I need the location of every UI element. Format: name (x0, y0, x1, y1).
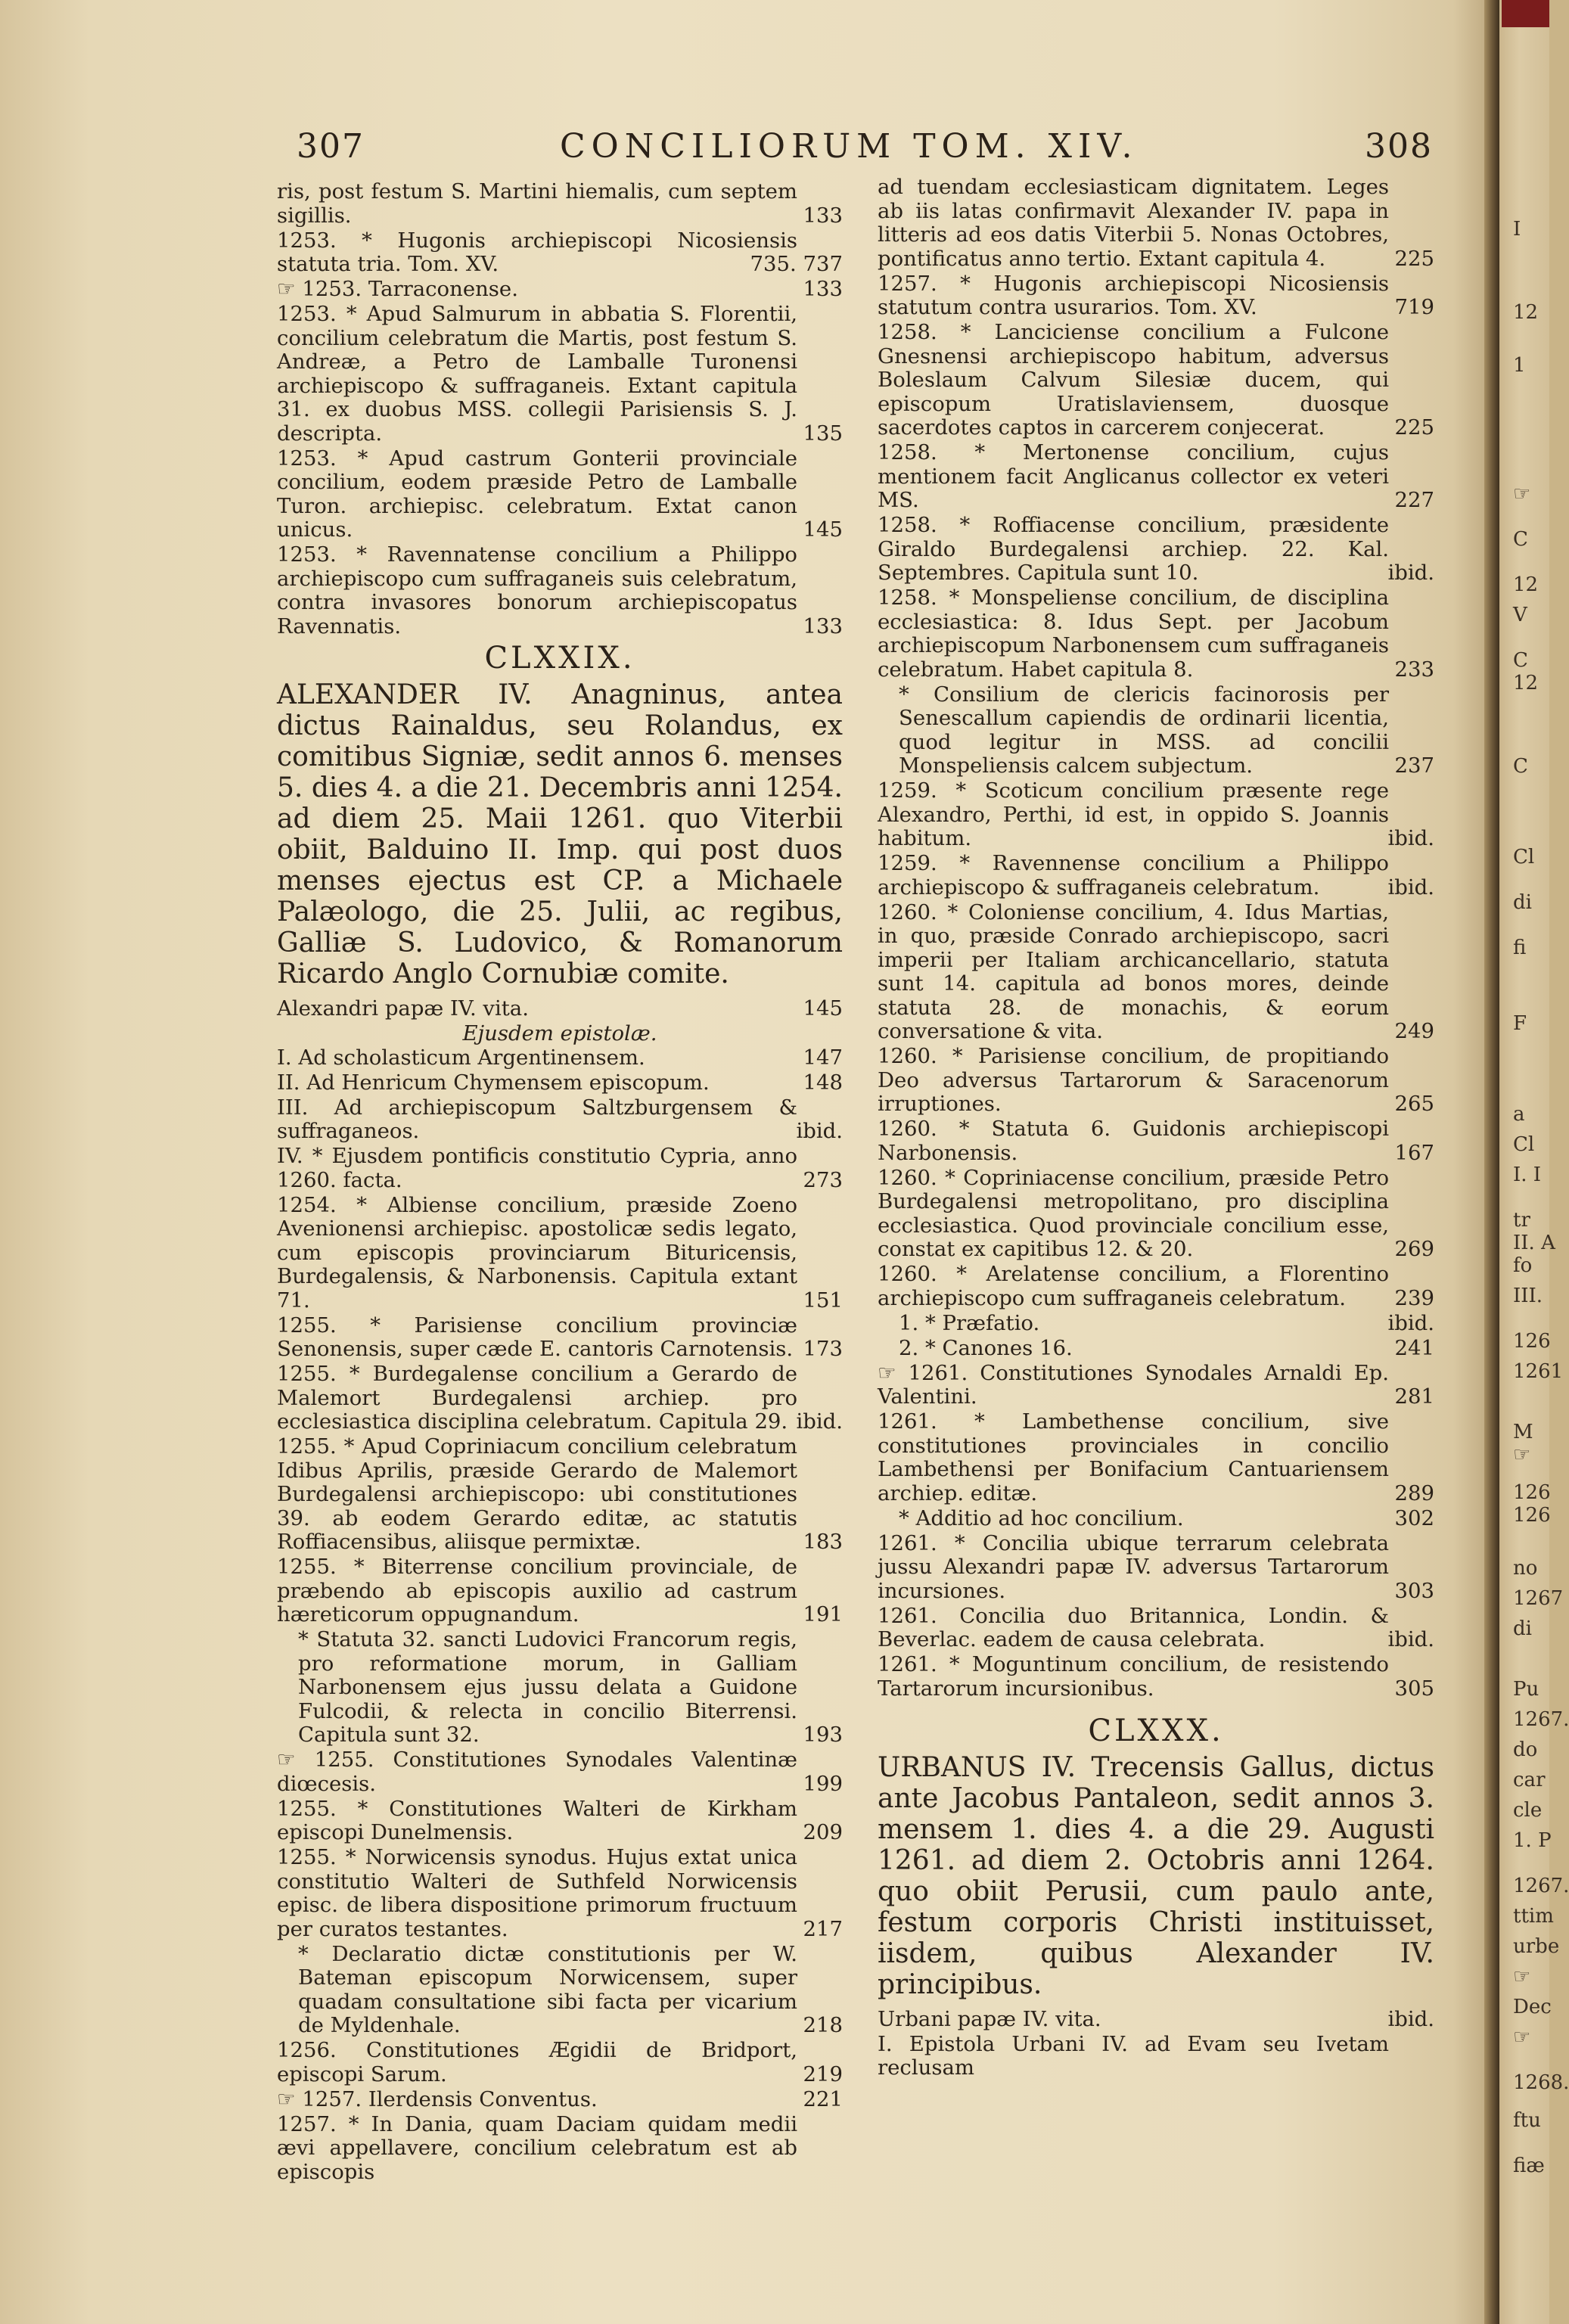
index-entry (277, 997, 843, 1021)
facing-page-fragment: cle (1513, 1799, 1543, 1822)
entry-page-ref: 193 (803, 1723, 843, 1747)
entry-text: 1259. * Ravennense concilium a Philippo archiepiscopo & suffraganeis celebratum. (878, 851, 1389, 899)
facing-page-fragment: do (1513, 1738, 1538, 1761)
entry-page-ref: ibid. (1387, 826, 1434, 850)
index-entry (878, 1653, 1434, 1701)
facing-page-fragment: 1268. (1513, 2071, 1569, 2094)
entry-text: 1253. * Apud Salmurum in abbatia S. Florentii, concilium celebratum die Martis, post festum S. Andreæ, a Petro de Lamballe Turonensi archiepiscopo & suffraganeis. Extant capitula 31. ex duobus MSS. collegii Parisiensis S. J. descripta. (277, 302, 797, 446)
pope-alexander-bio: ALEXANDER IV. Anagninus, antea dictus Rainaldus, seu Rolandus, ex comitibus Signiæ, sedit annos 6. menses 5. dies 4. a die 21. Decembris anni 1254. ad diem 25. Maii 1261. quo Viterbii obiit, Balduino II. Imp. qui post duos menses ejectus est CP. a Michaele Palæologo, die 25. Julii, ac regibus, Galliæ S. Ludovico, & Romanorum Ricardo Anglo Cornubiæ comite. (277, 679, 843, 990)
index-entry (277, 1194, 843, 1313)
entry-page-ref: 148 (803, 1070, 843, 1095)
index-entry (277, 447, 843, 542)
facing-page-fragment: 1267. (1513, 1708, 1569, 1731)
entry-text: Alexandri papæ IV. vita. (277, 996, 529, 1021)
facing-page-fragment: ☞ (1513, 483, 1531, 505)
entry-page-ref: 173 (803, 1337, 843, 1361)
entry-page-ref: 133 (803, 277, 843, 301)
facing-page-fragment: 126 (1513, 1504, 1551, 1527)
index-entry (878, 1605, 1434, 1652)
entry-page-ref: 145 (803, 517, 843, 542)
entry-text: IV. * Ejusdem pontificis constitutio Cypria, anno 1260. facta. (277, 1144, 797, 1192)
entry-text: 1260. * Copriniacense concilium, præside Petro Burdegalensi metropolitano, pro disciplina ecclesiastica. Quod provinciale concilium esse, constat ex capitibus 12. & 20. (878, 1165, 1389, 1261)
entry-text: 1261. * Moguntinum concilium, de resistendo Tartarorum incursionibus. (878, 1652, 1389, 1701)
entry-text: 1255. * Burdegalense concilium a Gerardo de Malemort Burdegalensi archiep. pro ecclesiastica disciplina celebratum. Capitula 29. (277, 1362, 797, 1434)
facing-page-fragment: F (1513, 1012, 1527, 1035)
entry-text: 1260. * Arelatense concilium, a Florentino archiepiscopo cum suffraganeis celebratum. (878, 1262, 1389, 1310)
entry-page-ref: ibid. (1387, 875, 1434, 899)
facing-page-fragment: I. I (1513, 1164, 1542, 1186)
index-entry (878, 1263, 1434, 1310)
entry-text: * Additio ad hoc concilium. (899, 1505, 1184, 1530)
entry-page-ref: 719 (1394, 295, 1434, 319)
facing-page-fragment: 1 (1513, 354, 1526, 377)
index-entry (878, 683, 1434, 778)
entry-page-ref: 289 (1394, 1480, 1434, 1505)
index-entry (277, 1555, 843, 1627)
index-entry (277, 2113, 843, 2185)
entry-text: 1255. * Norwicensis synodus. Hujus extat unica constitutio Walteri de Suthfeld Norwicensis episc. de libera dispositione primorum fructuum per curatos testantes. (277, 1845, 797, 1941)
facing-page-fragment: ☞ (1513, 1965, 1531, 1988)
index-entry (277, 1435, 843, 1555)
pope-urban-bio: URBANUS IV. Trecensis Gallus, dictus ante Jacobus Pantaleon, sedit annos 3. mensem 1. dies 4. a die 29. Augusti 1261. ad diem 2. Octobris anni 1264. quo obiit Perusii, cum paulo ante, festum corporis Christi instituisset, iisdem, quibus Alexander IV. principibus. (878, 1751, 1434, 2000)
entry-text: 1261. * Lambethense concilium, sive constitutiones provinciales in concilio Lambethensi per Bonifacium Cantuariensem archiep. editæ. (878, 1409, 1389, 1505)
entry-text: II. Ad Henricum Chymensem episcopum. (277, 1070, 710, 1095)
facing-page-fragment: 12 (1513, 672, 1539, 694)
facing-page-fragment: III. (1513, 1285, 1543, 1307)
right-column (878, 176, 1434, 2081)
facing-page-fragment: Cl (1513, 846, 1535, 868)
index-entry (277, 2039, 843, 2086)
index-entry (878, 321, 1434, 440)
entry-text: 1256. Constitutiones Ægidii de Bridport, episcopi Sarum. (277, 2038, 797, 2086)
chapter-heading-clxxx: CLXXX. (1088, 1713, 1224, 1748)
index-entry (878, 1507, 1434, 1531)
facing-page-fragment: ttim (1513, 1905, 1554, 1928)
entry-text: 1255. * Constitutiones Walteri de Kirkham episcopi Dunelmensis. (277, 1796, 797, 1844)
entry-text: 1. * Præfatio. (899, 1310, 1040, 1335)
right-page-number: 308 (1365, 127, 1433, 166)
entry-text: 1258. * Roffiacense concilium, præsidente Giraldo Burdegalensi archiep. 22. Kal. Septembres. Capitula sunt 10. (878, 513, 1389, 585)
entry-text: 1258. * Mertonense concilium, cujus mentionem facit Anglicanus collector ex veteri MS. (878, 440, 1389, 512)
entry-text: * Declaratio dictæ constitutionis per W. Bateman episcopum Norwicensem, super quadam consultatione sibi facta per vicarium de Myldenhale. (298, 1941, 797, 2037)
entry-page-ref: 147 (803, 1045, 843, 1070)
entry-text: 1253. * Ravennatense concilium a Philippo archiepiscopo cum suffraganeis suis celebratum, contra invasores bonorum archiepiscopatus Ravennatis. (277, 542, 797, 638)
entry-text: 1255. * Biterrense concilium provinciale, de præbendo ab episcopis auxilio ad castrum hæreticorum oppugnandum. (277, 1555, 797, 1626)
entry-page-ref: 249 (1394, 1019, 1434, 1043)
entry-page-ref: ibid. (796, 1119, 843, 1143)
entry-page-ref: 303 (1394, 1578, 1434, 1603)
index-entry (878, 272, 1434, 320)
index-entry (878, 586, 1434, 682)
facing-page-fragment: di (1513, 891, 1532, 914)
entry-text: 1259. * Scoticum concilium præsente rege Alexandro, Perthi, id est, in oppido S. Joannis habitum. (878, 778, 1389, 850)
entry-text: 1253. * Hugonis archiepiscopi Nicosiensis statuta tria. Tom. XV. (277, 228, 797, 276)
entry-text: 1257. * Hugonis archiepiscopi Nicosiensis statutum contra usurarios. Tom. XV. (878, 271, 1389, 319)
entry-text: 1261. Concilia duo Britannica, Londin. & Beverlac. eadem de causa celebrata. (878, 1603, 1389, 1651)
entry-page-ref: 151 (803, 1288, 843, 1313)
entry-text: ☞ 1257. Ilerdensis Conventus. (277, 2086, 598, 2111)
entry-page-ref: 265 (1394, 1092, 1434, 1116)
facing-page-fragment: 1267 (1513, 1587, 1564, 1610)
index-entry (277, 1797, 843, 1845)
index-entry (878, 901, 1434, 1044)
entry-page-ref: 183 (803, 1530, 843, 1554)
entry-text: Urbani papæ IV. vita. (878, 2006, 1101, 2031)
index-entry (277, 543, 843, 638)
entry-page-ref: 209 (803, 1820, 843, 1844)
entry-page-ref: 227 (1394, 488, 1434, 512)
index-entry (878, 1337, 1434, 1361)
facing-page-fragment: II. A (1513, 1232, 1555, 1254)
index-entry (878, 2033, 1434, 2080)
facing-page-fragment: car (1513, 1769, 1546, 1791)
entry-page-ref: 241 (1394, 1335, 1434, 1360)
index-entry (878, 779, 1434, 851)
index-entry (277, 1145, 843, 1192)
entry-page-ref: 133 (803, 203, 843, 228)
facing-page-fragment: a (1513, 1103, 1525, 1126)
entry-page-ref: 221 (803, 2086, 843, 2111)
index-entry (878, 176, 1434, 271)
index-entry (277, 1314, 843, 1362)
index-entry (878, 514, 1434, 586)
index-entry (277, 1628, 843, 1748)
entry-page-ref: 269 (1394, 1237, 1434, 1261)
left-page-number: 307 (297, 127, 365, 166)
facing-page-fragment: C (1513, 755, 1528, 778)
left-column (277, 180, 843, 2186)
index-entry (277, 229, 843, 277)
index-entry (277, 180, 843, 228)
entry-text: ☞ 1255. Constitutiones Synodales Valentinæ diœcesis. (277, 1748, 797, 1796)
facing-page-fragment: 1261 (1513, 1360, 1564, 1383)
index-entry (878, 1167, 1434, 1262)
index-entry (277, 1362, 843, 1434)
entry-page-ref: 135 (803, 421, 843, 446)
entry-text: ad tuendam ecclesiasticam dignitatem. Leges ab iis latas confirmavit Alexander IV. papa in litteris ad eos datis Viterbii 5. Nonas Octobres, pontificatus anno tertio. Extant capitula 4. (878, 175, 1389, 271)
entry-text: 1254. * Albiense concilium, præside Zoeno Avenionensi archiepisc. apostolicæ sedis legato, cum episcopis provinciarum Bituricensis, Burdegalensis, & Narbonensis. Capitula extant 71. (277, 1192, 797, 1313)
entry-page-ref: 217 (803, 1916, 843, 1941)
entry-page-ref: 225 (1394, 246, 1434, 271)
facing-page-fragment: M (1513, 1421, 1533, 1443)
index-entry (277, 1071, 843, 1095)
index-entry (277, 1046, 843, 1070)
entry-text: ☞ 1253. Tarraconense. (277, 277, 518, 301)
entry-text: 1260. * Statuta 6. Guidonis archiepiscopi Narbonensis. (878, 1117, 1389, 1165)
index-entry (878, 1312, 1434, 1336)
facing-page-fragment: V (1513, 604, 1527, 626)
entry-page-ref: ibid. (1387, 2006, 1434, 2031)
entry-text: * Statuta 32. sancti Ludovici Francorum regis, pro reformatione morum, in Galliam Narbonensem ejus jussu delata a Guidone Fulcodii, & relecta in concilio Biterrensi. Capitula sunt 32. (298, 1627, 797, 1747)
entry-page-ref: 145 (803, 996, 843, 1021)
entry-text: 1255. * Apud Copriniacum concilium celebratum Idibus Aprilis, præside Gerardo de Malemort Burdegalensi archiepiscopo: ubi constitutiones 39. ab eodem Gerardo editæ, ac statutis Roffiacensibus, aliisque permixtæ. (277, 1434, 797, 1554)
entry-text: I. Ad scholasticum Argentinensem. (277, 1045, 645, 1070)
entry-text: 2. * Canones 16. (899, 1335, 1073, 1360)
facing-page-fragment: ftu (1513, 2109, 1541, 2132)
book-gutter (1484, 0, 1499, 2324)
entry-text: ☞ 1261. Constitutiones Synodales Arnaldi Ep. Valentini. (878, 1360, 1389, 1409)
entry-text: 1257. * In Dania, quam Daciam quidam medii ævi appellavere, concilium celebratum est ab episcopis (277, 2111, 797, 2184)
entry-text: * Consilium de clericis facinorosis per Senescallum capiendis de ordinarii licentia, quod legitur in MSS. ad concilii Monspeliensis calcem subjectum. (899, 682, 1389, 778)
entry-text: 1253. * Apud castrum Gonterii provinciale concilium, eodem præside Petro de Lamballe Turon. archiepisc. celebratum. Extat canon unicus. (277, 446, 797, 542)
running-title: CONCILIORUM TOM. XIV. (560, 127, 1139, 166)
entry-page-ref: ibid. (796, 1409, 843, 1434)
entry-text: ris, post festum S. Martini hiemalis, cum septem sigillis. (277, 179, 797, 228)
facing-page-fragment: di (1513, 1617, 1532, 1640)
entry-page-ref: 273 (803, 1167, 843, 1192)
entry-text: 1260. * Coloniense concilium, 4. Idus Martias, in quo, præside Conrado archiepiscopo, sacri imperii per Italiam archicancellario, statuta sunt 14. capitula ad bonos mores, deinde statuta 28. de monachis, & eorum conversatione & vita. (878, 899, 1389, 1043)
entry-page-ref: 302 (1394, 1505, 1434, 1530)
facing-page-fragment: Pu (1513, 1678, 1539, 1701)
facing-page-fragment: fi (1513, 937, 1527, 959)
facing-page-fragment: I (1513, 218, 1521, 241)
entry-text: 1255. * Parisiense concilium provinciæ Senonensis, super cæde E. cantoris Carnotensis. (277, 1313, 797, 1361)
index-entry (878, 1117, 1434, 1165)
entry-page-ref: 233 (1394, 657, 1434, 682)
facing-page-fragment: fiæ (1513, 2155, 1545, 2177)
facing-page-fragment: ☞ (1513, 1443, 1531, 1466)
index-entry (277, 1748, 843, 1796)
entry-text: 1261. * Concilia ubique terrarum celebrata jussu Alexandri papæ IV. adversus Tartarorum incursiones. (878, 1530, 1389, 1603)
index-entry (878, 1410, 1434, 1505)
index-entry (277, 1943, 843, 2038)
chapter-heading-clxxix: CLXXIX. (484, 641, 635, 676)
entry-page-ref: 191 (803, 1602, 843, 1626)
index-entry (277, 1096, 843, 1144)
entry-text: 1260. * Parisiense concilium, de propitiando Deo adversus Tartarorum & Saracenorum irruptiones. (878, 1044, 1389, 1116)
facing-page-fragment: tr (1513, 1209, 1530, 1232)
index-entry (277, 2088, 843, 2112)
index-entry (277, 278, 843, 302)
facing-page-fragment: ☞ (1513, 2026, 1531, 2049)
facing-page-fragment: Cl (1513, 1133, 1535, 1156)
facing-page-fragment: fo (1513, 1254, 1533, 1277)
entry-text: 1258. * Lanciciense concilium a Fulcone Gnesnensi archiepiscopo habitum, adversus Boleslaum Calvum Silesiæ ducem, qui episcopum Uratislaviensem, duosque sacerdotes captos in carcerem conjecerat. (878, 320, 1389, 440)
entry-page-ref: 133 (803, 614, 843, 638)
facing-page-fragment: 12 (1513, 573, 1539, 596)
entry-page-ref: 239 (1394, 1285, 1434, 1310)
facing-page-fragment: 1. P (1513, 1829, 1552, 1852)
index-entry (878, 441, 1434, 513)
entry-page-ref: ibid. (1387, 1627, 1434, 1651)
index-entry (878, 852, 1434, 899)
entry-page-ref: 735. 737 (750, 252, 843, 276)
index-entry (878, 1532, 1434, 1604)
entry-page-ref: 219 (803, 2061, 843, 2086)
entry-text: I. Epistola Urbani IV. ad Evam seu Ivetam reclusam (878, 2031, 1389, 2080)
facing-page-fragment: 1267. (1513, 1875, 1569, 1897)
entry-text: 1258. * Monspeliense concilium, de disciplina ecclesiastica: 8. Idus Sept. per Jacobum archiepiscopum Narbonensem cum suffraganeis celebratum. Habet capitula 8. (878, 586, 1389, 682)
entry-page-ref: 237 (1394, 753, 1434, 778)
entry-page-ref: 305 (1394, 1676, 1434, 1701)
entry-page-ref: 167 (1394, 1140, 1434, 1165)
index-entry (277, 1846, 843, 1941)
index-entry (878, 1045, 1434, 1117)
facing-page-fragment: urbe (1513, 1935, 1560, 1958)
epistles-subheading: Ejusdem epistolæ. (462, 1021, 657, 1045)
index-entry (277, 303, 843, 446)
facing-page-fragment: C (1513, 528, 1528, 551)
facing-page-fragment: no (1513, 1557, 1538, 1580)
index-entry (878, 1362, 1434, 1409)
facing-page-fragment: Dec (1513, 1996, 1552, 2018)
entry-text: III. Ad archiepiscopum Saltzburgensem & suffraganeos. (277, 1095, 797, 1143)
index-entry (878, 2008, 1434, 2032)
entry-page-ref: 218 (803, 2013, 843, 2037)
facing-page-fragment: 12 (1513, 301, 1539, 324)
entry-page-ref: ibid. (1387, 1310, 1434, 1335)
entry-page-ref: 225 (1394, 415, 1434, 440)
red-ribbon-edge (1502, 0, 1549, 27)
facing-page-fragment: 126 (1513, 1330, 1551, 1353)
facing-page-fragment: C (1513, 649, 1528, 672)
entry-page-ref: 199 (803, 1771, 843, 1796)
entry-page-ref: ibid. (1387, 561, 1434, 585)
entry-page-ref: 281 (1394, 1384, 1434, 1409)
facing-page-fragment: 126 (1513, 1481, 1551, 1504)
